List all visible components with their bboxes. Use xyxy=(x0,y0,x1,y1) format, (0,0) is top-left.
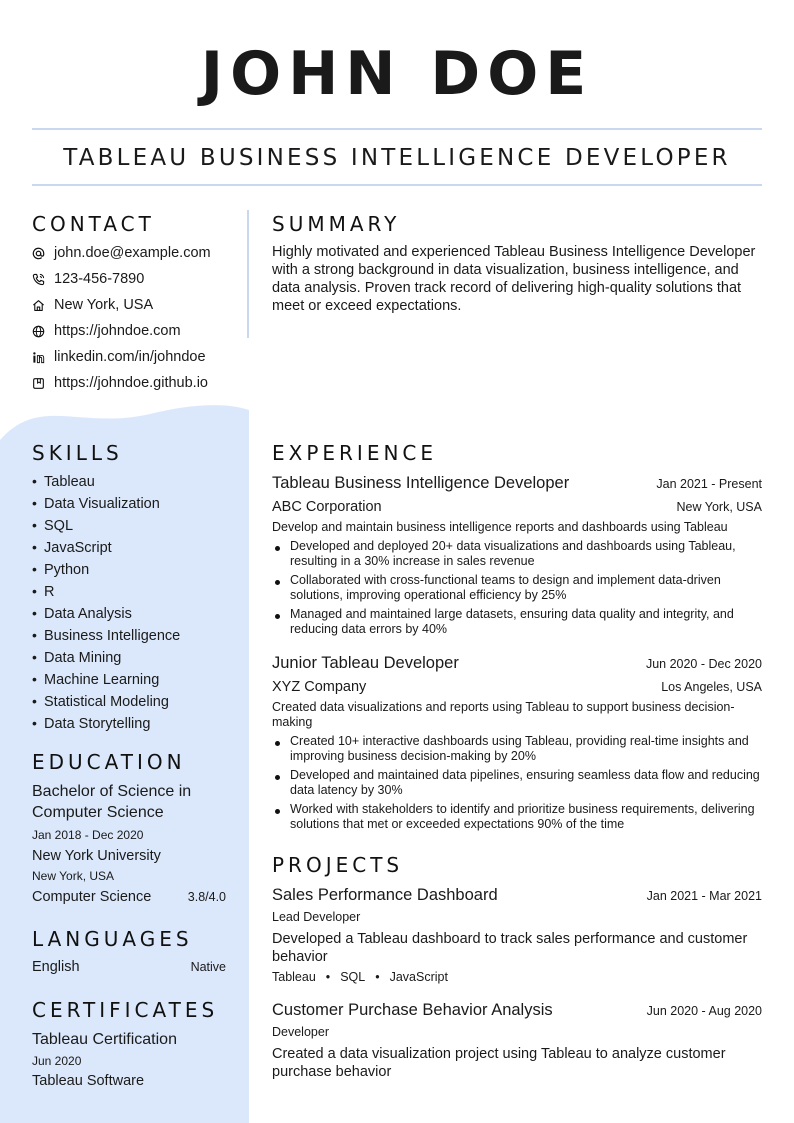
language-level: Native xyxy=(190,960,226,974)
experience-heading: EXPERIENCE xyxy=(272,441,438,465)
skill-item: • JavaScript xyxy=(32,536,180,558)
tech-item: Tableau xyxy=(272,970,316,984)
skill-item: • Python xyxy=(32,558,180,580)
language-name: English xyxy=(32,959,80,975)
project-role: Developer xyxy=(272,1025,329,1039)
contact-linkedin[interactable] xyxy=(32,344,242,370)
experience-job-1 xyxy=(272,471,762,641)
job-bullet: Developed and deployed 20+ data visualizations and dashboards using Tableau, resulting in a 30% increase in sales revenue xyxy=(272,539,762,569)
job-header xyxy=(272,471,762,495)
job-bullet: Developed and maintained data pipelines, ensuring seamless data flow and reducing data latency by 30% xyxy=(272,768,762,798)
github-icon xyxy=(32,377,54,390)
job-title: Tableau Business Intelligence Developer xyxy=(272,474,570,492)
certificate-issuer: Tableau Software xyxy=(32,1073,145,1089)
home-icon xyxy=(32,299,54,312)
job-bullet: Managed and maintained large datasets, ensuring data quality and integrity, and reducing data errors by 40% xyxy=(272,607,762,637)
certificates-heading: CERTIFICATES xyxy=(32,998,219,1022)
education-heading: EDUCATION xyxy=(32,750,186,774)
job-bullet: Collaborated with cross-functional teams to design and implement data-driven solutions, improving operational efficiency by 25% xyxy=(272,573,762,603)
job-dates: Jun 2020 - Dec 2020 xyxy=(645,657,762,671)
globe-icon xyxy=(32,325,54,338)
header-rule-bottom xyxy=(32,184,762,186)
skill-item: • Statistical Modeling xyxy=(32,690,180,712)
job-header xyxy=(272,651,762,675)
contact-heading: CONTACT xyxy=(32,212,155,236)
project-role: Lead Developer xyxy=(272,910,361,924)
summary-heading: SUMMARY xyxy=(272,212,401,236)
contact-linkedin-text: linkedin.com/in/johndoe xyxy=(54,349,206,365)
tech-item: JavaScript xyxy=(389,970,448,984)
candidate-name: JOHN DOE xyxy=(200,39,594,109)
project-title: Customer Purchase Behavior Analysis xyxy=(272,1001,553,1019)
project-title: Sales Performance Dashboard xyxy=(272,886,498,904)
contact-location-text: New York, USA xyxy=(54,297,154,313)
project-dates: Jun 2020 - Aug 2020 xyxy=(646,1004,762,1018)
education-field-row xyxy=(32,887,226,908)
education-gpa: 3.8/4.0 xyxy=(187,890,226,904)
contact-phone-text: 123-456-7890 xyxy=(54,271,145,287)
contact-location xyxy=(32,292,242,318)
project-1 xyxy=(272,883,762,987)
job-bullets xyxy=(272,539,762,637)
certificate-entry xyxy=(32,1029,232,1092)
skill-item: • Tableau xyxy=(32,470,180,492)
skill-item: • Data Storytelling xyxy=(32,712,180,734)
education-entry xyxy=(32,781,226,908)
education-dates: Jan 2018 - Dec 2020 xyxy=(32,828,144,842)
skill-item: • Machine Learning xyxy=(32,668,180,690)
project-header xyxy=(272,998,762,1022)
candidate-title: TABLEAU BUSINESS INTELLIGENCE DEVELOPER xyxy=(63,145,731,171)
project-dates: Jan 2021 - Mar 2021 xyxy=(646,889,762,903)
job-dates: Jan 2021 - Present xyxy=(656,477,762,491)
education-location: New York, USA xyxy=(32,869,115,883)
certificate-date: Jun 2020 xyxy=(32,1054,82,1068)
job-company: ABC Corporation xyxy=(272,499,382,515)
summary-text: Highly motivated and experienced Tableau Business Intelligence Developer with a strong background in data visualization, business intelligence, and data analysis. Proven track record of delivering high-quality solutions that meet or exceed expectations. xyxy=(272,244,756,314)
phone-icon xyxy=(32,273,54,286)
skill-item: • Data Visualization xyxy=(32,492,180,514)
project-description: Created a data visualization project using Tableau to analyze customer purchase behavior xyxy=(272,1046,726,1080)
languages-heading: LANGUAGES xyxy=(32,927,193,951)
job-bullet: Created 10+ interactive dashboards using Tableau, providing real-time insights and improving business decision-making by 20% xyxy=(272,734,762,764)
job-location: New York, USA xyxy=(676,500,762,514)
skill-item: • Business Intelligence xyxy=(32,624,180,646)
contact-website[interactable] xyxy=(32,318,242,344)
project-description: Developed a Tableau dashboard to track sales performance and customer behavior xyxy=(272,931,748,965)
skill-item: • Data Mining xyxy=(32,646,180,668)
job-location: Los Angeles, USA xyxy=(661,680,762,694)
education-school: New York University xyxy=(32,848,161,864)
skills-heading: SKILLS xyxy=(32,441,123,465)
experience-job-2 xyxy=(272,651,762,836)
job-title: Junior Tableau Developer xyxy=(272,654,459,672)
contact-github[interactable] xyxy=(32,370,242,396)
project-header xyxy=(272,883,762,907)
contact-email-text: john.doe@example.com xyxy=(54,245,211,261)
education-degree: Bachelor of Science in Computer Science xyxy=(32,783,192,821)
job-description: Develop and maintain business intelligence reports and dashboards using Tableau xyxy=(272,520,728,534)
linkedin-icon xyxy=(32,351,54,364)
at-icon xyxy=(32,247,54,260)
job-bullet: Worked with stakeholders to identify and prioritize business requirements, delivering solutions that met or exceeded expectations 90% of the time xyxy=(272,802,762,832)
skills-list xyxy=(32,470,180,734)
header-rule-top xyxy=(32,128,762,130)
language-item xyxy=(32,957,226,978)
skill-item: • R xyxy=(32,580,180,602)
skill-item: • SQL xyxy=(32,514,180,536)
skill-item: • Data Analysis xyxy=(32,602,180,624)
contact-phone[interactable] xyxy=(32,266,242,292)
tech-separator: • xyxy=(375,970,380,984)
contact-github-text: https://johndoe.github.io xyxy=(54,375,208,391)
project-tech xyxy=(272,967,762,987)
job-bullets xyxy=(272,734,762,832)
job-company: XYZ Company xyxy=(272,679,367,695)
certificate-name: Tableau Certification xyxy=(32,1031,177,1048)
project-2 xyxy=(272,998,762,1081)
education-field: Computer Science xyxy=(32,889,152,905)
job-company-row xyxy=(272,675,762,699)
column-divider xyxy=(247,210,249,338)
contact-email[interactable] xyxy=(32,240,242,266)
contact-list xyxy=(32,240,242,396)
job-company-row xyxy=(272,495,762,519)
tech-separator: • xyxy=(325,970,331,984)
contact-website-text: https://johndoe.com xyxy=(54,323,181,339)
tech-item: SQL xyxy=(340,970,366,984)
job-description: Created data visualizations and reports using Tableau to support business decision-making xyxy=(272,700,735,729)
projects-heading: PROJECTS xyxy=(272,853,404,877)
